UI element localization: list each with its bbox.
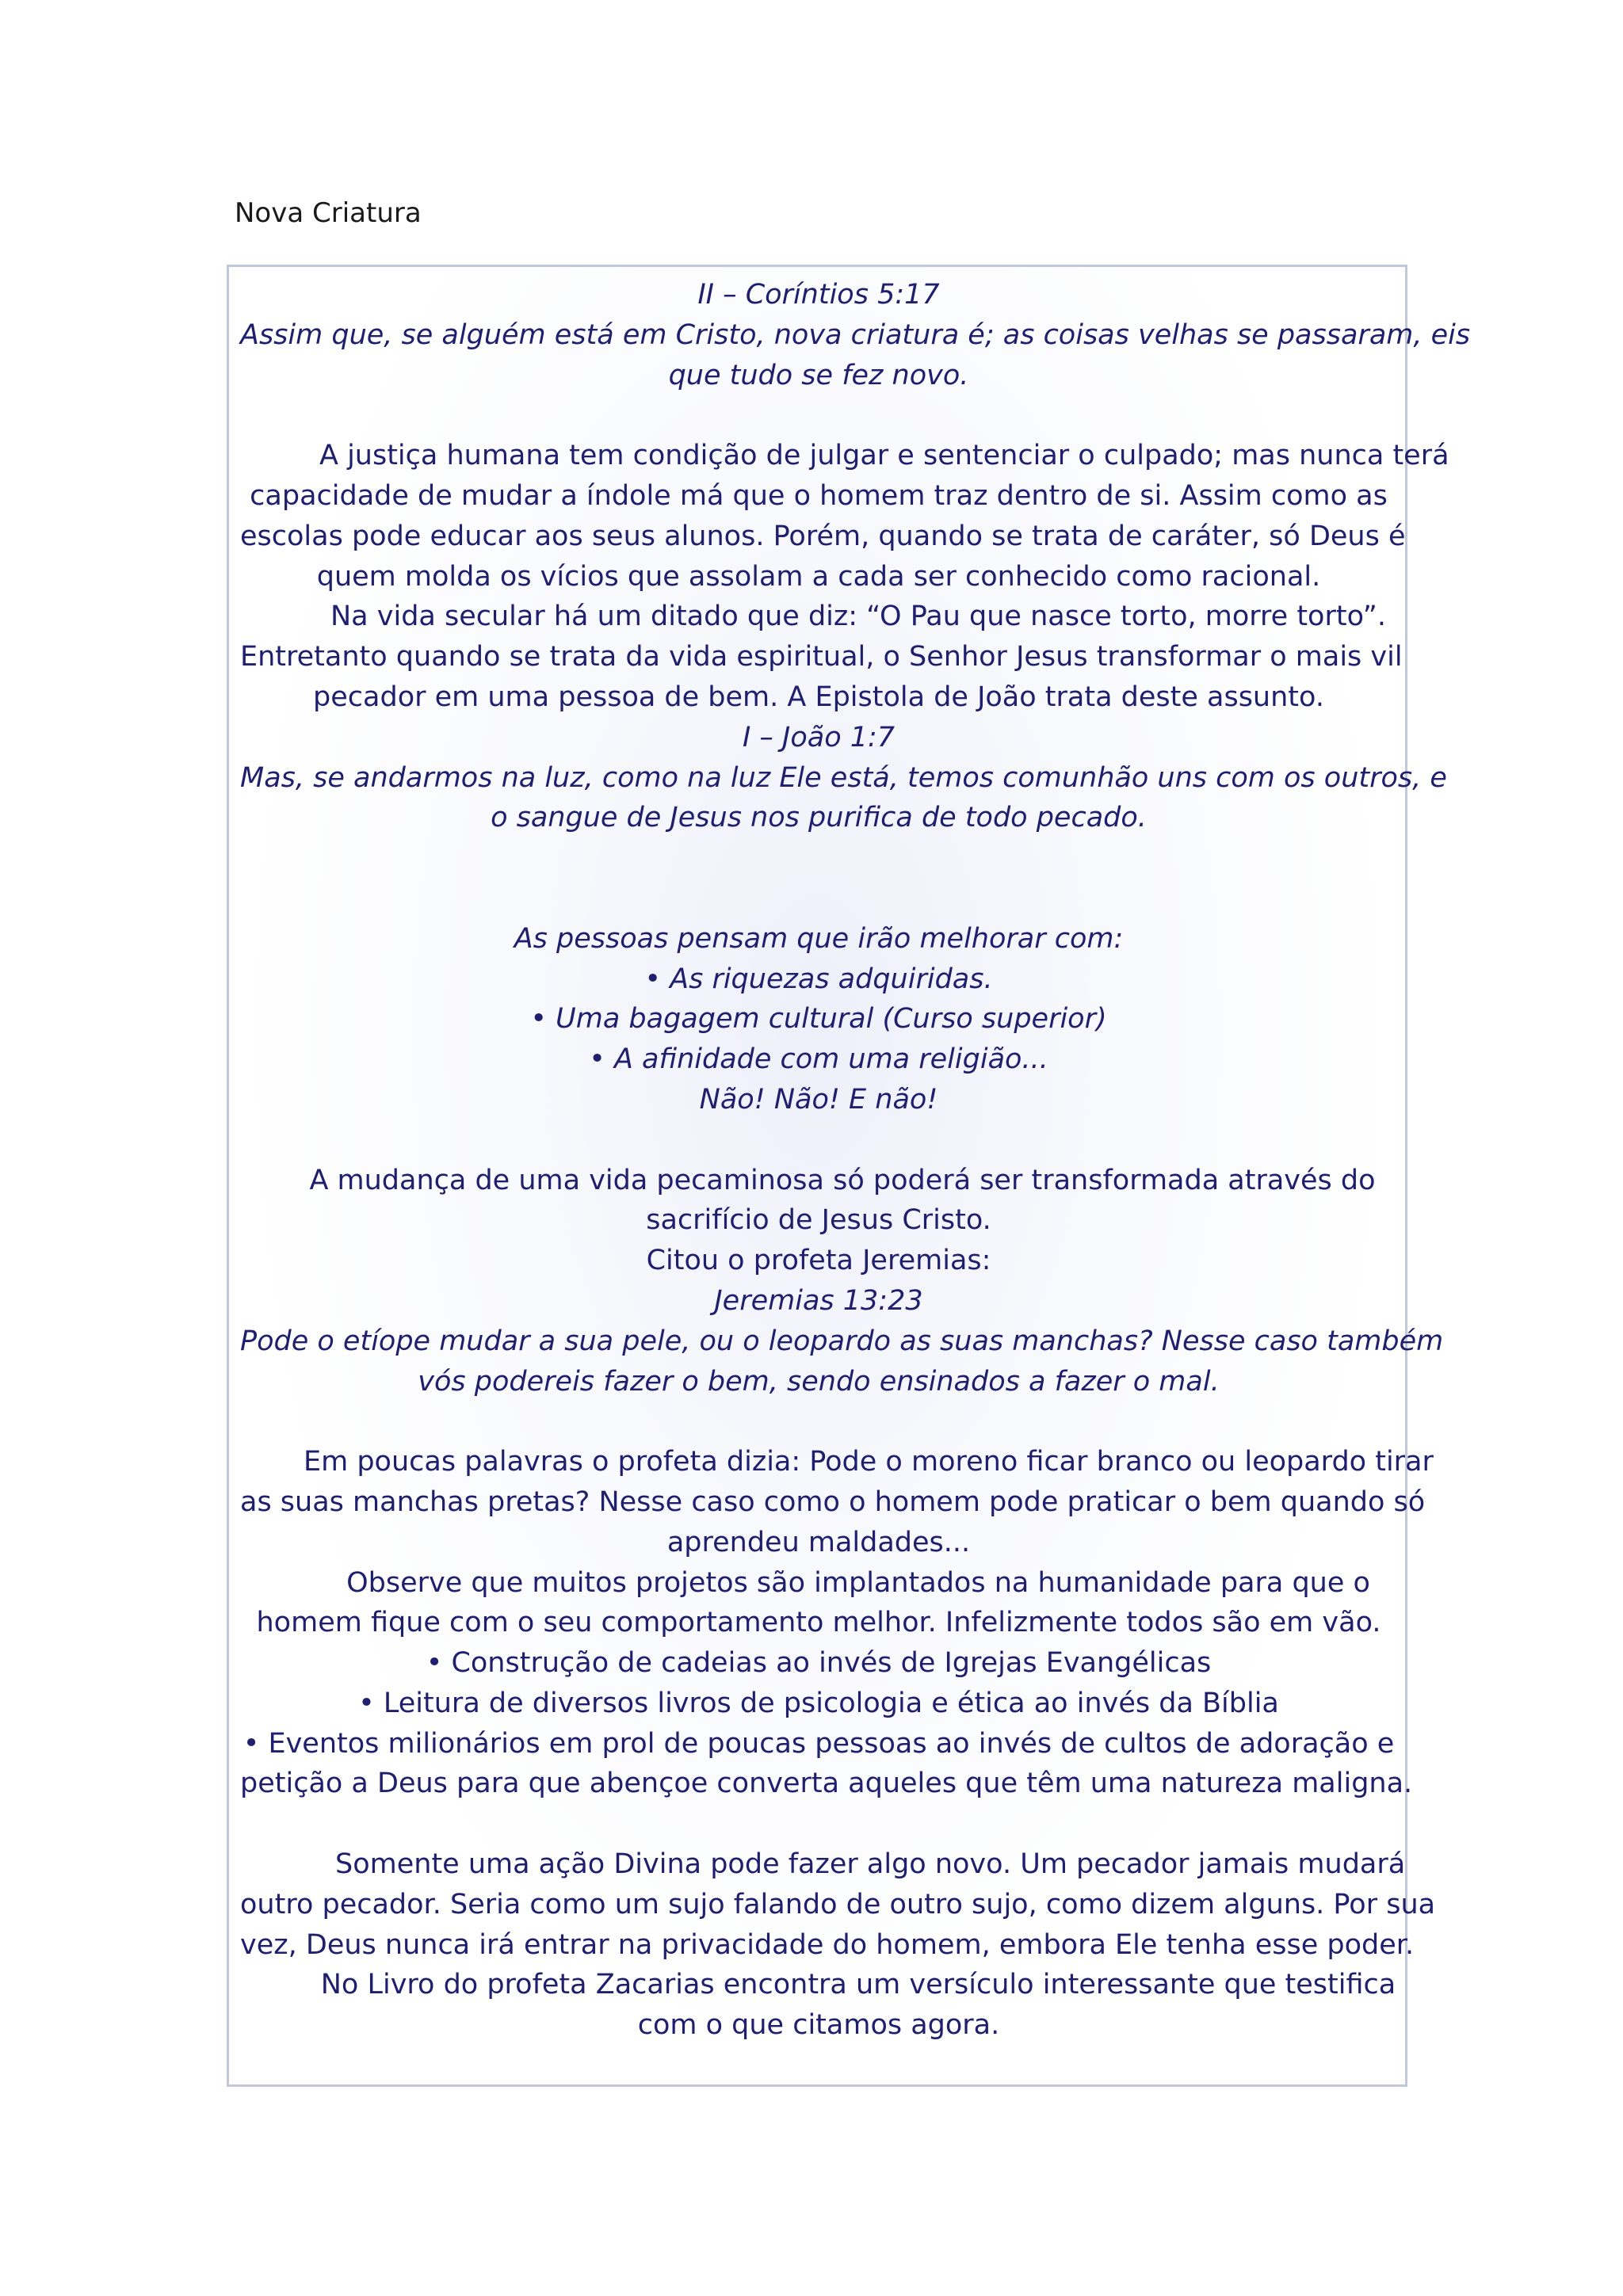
paragraph-gap <box>240 1402 1397 1442</box>
paragraph-line: vez, Deus nunca irá entrar na privacidade do homem, embora Ele tenha esse poder. <box>240 1928 1415 1961</box>
paragraph-line: Na vida secular há um ditado que diz: “O Pau que nasce torto, morre torto”. <box>330 601 1386 633</box>
paragraph-line: escolas pode educar aos seus alunos. Porém, quando se trata de caráter, só Deus é <box>240 520 1406 552</box>
paragraph-line: pecador em uma pessoa de bem. A Epistola de João trata deste assunto. <box>313 681 1324 713</box>
text-content <box>240 275 1471 2046</box>
paragraph-line: Citou o profeta Jeremias: <box>646 1245 991 1277</box>
list-item: • As riquezas adquiridas. <box>644 963 993 995</box>
verse-text-line: o sangue de Jesus nos purifica de todo pecado. <box>491 802 1147 834</box>
list-item: petição a Deus para que abençoe converta aqueles que têm uma natureza maligna. <box>240 1768 1413 1800</box>
paragraph-line: aprendeu maldades... <box>666 1526 971 1558</box>
document-title: Nova Criatura <box>235 197 422 229</box>
paragraph-gap <box>240 395 1397 436</box>
list-item: • A afinidade com uma religião... <box>589 1043 1048 1076</box>
verse-text-line: Mas, se andarmos na luz, como na luz Ele está, temos comunhão uns com os outros, e <box>240 761 1447 794</box>
list-intro: As pessoas pensam que irão melhorar com: <box>514 922 1124 955</box>
paragraph-line: No Livro do profeta Zacarias encontra um versículo interessante que testifica <box>320 1969 1396 2001</box>
paragraph-line: outro pecador. Seria como um sujo falando de outro sujo, como dizem alguns. Por sua <box>240 1888 1436 1920</box>
paragraph-gap <box>240 1120 1397 1161</box>
paragraph-line: A mudança de uma vida pecaminosa só poderá ser transformada através do <box>309 1164 1376 1196</box>
paragraph-line: homem fique com o seu comportamento melhor. Infelizmente todos são em vão. <box>256 1607 1381 1639</box>
verse-reference: Jeremias 13:23 <box>714 1284 923 1317</box>
paragraph-line: Em poucas palavras o profeta dizia: Pode o moreno ficar branco ou leopardo tirar <box>304 1446 1434 1478</box>
list-item: • Leitura de diversos livros de psicologia e ética ao invés da Bíblia <box>358 1687 1279 1719</box>
list-item: • Eventos milionários em prol de poucas pessoas ao invés de cultos de adoração e <box>242 1727 1395 1760</box>
verse-text-line: Pode o etíope mudar a sua pele, ou o leopardo as suas manchas? Nesse caso também <box>240 1325 1444 1357</box>
paragraph-line: as suas manchas pretas? Nesse caso como o homem pode praticar o bem quando só <box>240 1486 1426 1518</box>
paragraph-line: A justiça humana tem condição de julgar e sentenciar o culpado; mas nunca terá <box>319 440 1449 472</box>
text-box <box>227 265 1471 2087</box>
verse-text-line: vós podereis fazer o bem, sendo ensinados a fazer o mal. <box>418 1365 1220 1398</box>
paragraph-line: capacidade de mudar a índole má que o homem traz dentro de si. Assim como as <box>250 479 1388 512</box>
paragraph-line: com o que citamos agora. <box>637 2009 1000 2042</box>
verse-reference: II – Coríntios 5:17 <box>697 279 940 311</box>
list-item: • Uma bagagem cultural (Curso superior) <box>530 1003 1107 1035</box>
paragraph-gap <box>240 838 1397 919</box>
verse-text-line: que tudo se fez novo. <box>668 359 969 391</box>
paragraph-gap <box>240 1804 1397 1844</box>
verse-text-line: Assim que, se alguém está em Cristo, nova criatura é; as coisas velhas se passaram, eis <box>240 318 1471 351</box>
paragraph-line: sacrifício de Jesus Cristo. <box>646 1204 991 1237</box>
list-conclusion: Não! Não! E não! <box>699 1083 938 1116</box>
paragraph-line: Somente uma ação Divina pode fazer algo novo. Um pecador jamais mudará <box>335 1848 1406 1881</box>
paragraph-line: Entretanto quando se trata da vida espiritual, o Senhor Jesus transformar o mais vil <box>240 641 1403 673</box>
paragraph-line: quem molda os vícios que assolam a cada ser conhecido como racional. <box>316 560 1321 593</box>
verse-reference: I – João 1:7 <box>742 721 896 753</box>
list-item: • Construção de cadeias ao invés de Igrejas Evangélicas <box>426 1647 1212 1680</box>
paragraph-line: Observe que muitos projetos são implantados na humanidade para que o <box>346 1566 1370 1599</box>
